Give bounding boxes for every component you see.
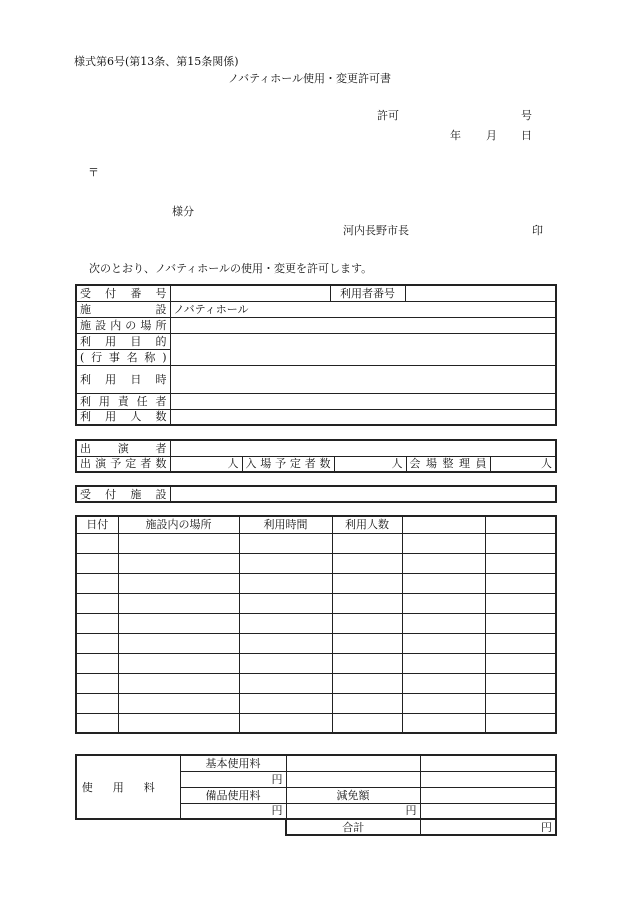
schedule-cell-time[interactable] [239,533,332,553]
schedule-cell-place[interactable] [118,573,239,593]
schedule-cell-date[interactable] [76,693,118,713]
fee-table [75,754,557,836]
performer-field[interactable] [170,440,556,456]
venue-staff-unit[interactable]: 人 [490,456,556,472]
seal-mark: 印 [532,224,543,237]
schedule-cell-extra-1[interactable] [402,573,485,593]
postal-mark: 〒 [88,166,99,179]
addressee-suffix: 様分 [172,205,194,218]
schedule-cell-extra-2[interactable] [485,533,556,553]
table-row [76,533,556,553]
discount-cell-b[interactable] [420,803,556,819]
number-label: 号 [521,109,532,122]
schedule-cell-extra-2[interactable] [485,673,556,693]
schedule-cell-extra-1[interactable] [402,673,485,693]
schedule-cell-people[interactable] [332,533,402,553]
planned-entrants-label: 入場予定者数 [242,456,334,472]
schedule-cell-date[interactable] [76,613,118,633]
datetime-field[interactable] [170,365,556,393]
schedule-cell-date[interactable] [76,713,118,733]
table-row [76,693,556,713]
people-field[interactable] [170,409,556,425]
table-row [76,613,556,633]
schedule-header-people: 利用人数 [332,516,402,533]
schedule-cell-date[interactable] [76,533,118,553]
month-label: 月 [486,129,497,142]
schedule-cell-extra-2[interactable] [485,693,556,713]
schedule-cell-extra-2[interactable] [485,593,556,613]
schedule-cell-people[interactable] [332,673,402,693]
schedule-cell-place[interactable] [118,533,239,553]
schedule-cell-time[interactable] [239,573,332,593]
table-row [76,553,556,573]
document-title: ノバティホール使用・変更許可書 [228,72,392,85]
schedule-cell-place[interactable] [118,553,239,573]
schedule-cell-extra-2[interactable] [485,653,556,673]
schedule-cell-extra-2[interactable] [485,633,556,653]
total-label: 合計 [286,819,420,835]
schedule-cell-time[interactable] [239,593,332,613]
schedule-cell-extra-1[interactable] [402,553,485,573]
schedule-cell-place[interactable] [118,653,239,673]
permit-label: 許可 [377,109,399,122]
reception-facility-field[interactable] [170,486,556,502]
fee-spacer-a [76,819,180,835]
fee-spacer-b [180,819,286,835]
schedule-cell-place[interactable] [118,633,239,653]
discount-label: 減免額 [286,787,420,803]
schedule-cell-time[interactable] [239,713,332,733]
reception-facility-table [75,485,557,503]
basic-fee-cell-a[interactable] [286,755,420,771]
usage-fee-label: 使用料 [76,755,180,819]
facility-value: ノバティホール [170,301,556,317]
schedule-cell-people[interactable] [332,693,402,713]
schedule-cell-extra-1[interactable] [402,533,485,553]
schedule-cell-extra-2[interactable] [485,573,556,593]
schedule-cell-extra-2[interactable] [485,553,556,573]
schedule-header-time: 利用時間 [239,516,332,533]
planned-entrants-unit[interactable]: 人 [334,456,406,472]
manager-field[interactable] [170,393,556,409]
main-info-table [75,284,557,426]
performers-table [75,439,557,473]
form-number: 様式第6号(第13条、第15条関係) [74,55,239,68]
schedule-cell-time[interactable] [239,553,332,573]
issuer-name: 河内長野市長 [343,224,409,237]
schedule-cell-people[interactable] [332,713,402,733]
basic-fee-cell-d[interactable] [420,771,556,787]
schedule-cell-people[interactable] [332,553,402,573]
place-label: 施設内の場所 [76,317,170,333]
venue-staff-label: 会場整理員 [406,456,490,472]
manager-label: 利用責任者 [76,393,170,409]
table-row [76,673,556,693]
reception-facility-label: 受付施設 [76,486,170,502]
schedule-cell-people[interactable] [332,593,402,613]
schedule-cell-extra-1[interactable] [402,613,485,633]
table-row [76,633,556,653]
basic-fee-label: 基本使用料 [180,755,286,771]
performer-label: 出演者 [76,440,170,456]
schedule-header-place: 施設内の場所 [118,516,239,533]
schedule-cell-date[interactable] [76,653,118,673]
people-label: 利用人数 [76,409,170,425]
schedule-cell-date[interactable] [76,553,118,573]
total-yen[interactable]: 円 [420,819,556,835]
schedule-cell-extra-1[interactable] [402,653,485,673]
reception-number-label: 受付番号 [76,285,170,301]
table-row [76,653,556,673]
schedule-cell-place[interactable] [118,593,239,613]
schedule-cell-people[interactable] [332,613,402,633]
planned-performers-unit[interactable]: 人 [170,456,242,472]
schedule-cell-extra-1[interactable] [402,693,485,713]
user-number-field[interactable] [405,285,556,301]
schedule-header-date: 日付 [76,516,118,533]
equipment-fee-yen[interactable]: 円 [180,803,286,819]
intro-text: 次のとおり、ノバティホールの使用・変更を許可します。 [89,262,373,275]
planned-performers-label: 出演予定者数 [76,456,170,472]
schedule-cell-people[interactable] [332,653,402,673]
schedule-cell-date[interactable] [76,593,118,613]
table-row [76,573,556,593]
schedule-cell-time[interactable] [239,673,332,693]
facility-label: 施設 [76,301,170,317]
discount-cell-a[interactable] [420,787,556,803]
schedule-cell-date[interactable] [76,573,118,593]
schedule-cell-place[interactable] [118,713,239,733]
basic-fee-cell-b[interactable] [420,755,556,771]
purpose-label: 利用目的 [76,333,170,349]
equipment-fee-label: 備品使用料 [180,787,286,803]
schedule-cell-extra-1[interactable] [402,713,485,733]
day-label: 日 [521,129,532,142]
schedule-cell-people[interactable] [332,633,402,653]
schedule-cell-date[interactable] [76,633,118,653]
schedule-cell-date[interactable] [76,673,118,693]
schedule-cell-place[interactable] [118,673,239,693]
schedule-cell-time[interactable] [239,693,332,713]
schedule-cell-extra-1[interactable] [402,633,485,653]
schedule-table [75,515,557,734]
place-field[interactable] [170,317,556,333]
schedule-cell-time[interactable] [239,633,332,653]
schedule-header-extra-1 [402,516,485,533]
schedule-cell-place[interactable] [118,693,239,713]
event-name-label: (行事名称) [76,349,170,365]
schedule-cell-extra-2[interactable] [485,713,556,733]
datetime-label: 利用日時 [76,365,170,393]
year-label: 年 [450,129,461,142]
schedule-header-extra-2 [485,516,556,533]
schedule-cell-place[interactable] [118,613,239,633]
table-row [76,713,556,733]
basic-fee-yen[interactable]: 円 [180,771,286,787]
schedule-cell-time[interactable] [239,653,332,673]
table-row [76,593,556,613]
user-number-label: 利用者番号 [330,285,405,301]
discount-yen[interactable]: 円 [286,803,420,819]
schedule-cell-extra-1[interactable] [402,593,485,613]
basic-fee-cell-c[interactable] [286,771,420,787]
purpose-field[interactable] [170,333,556,365]
schedule-cell-time[interactable] [239,613,332,633]
reception-number-field[interactable] [170,285,330,301]
schedule-cell-people[interactable] [332,573,402,593]
schedule-header-row [76,516,556,533]
schedule-cell-extra-2[interactable] [485,613,556,633]
